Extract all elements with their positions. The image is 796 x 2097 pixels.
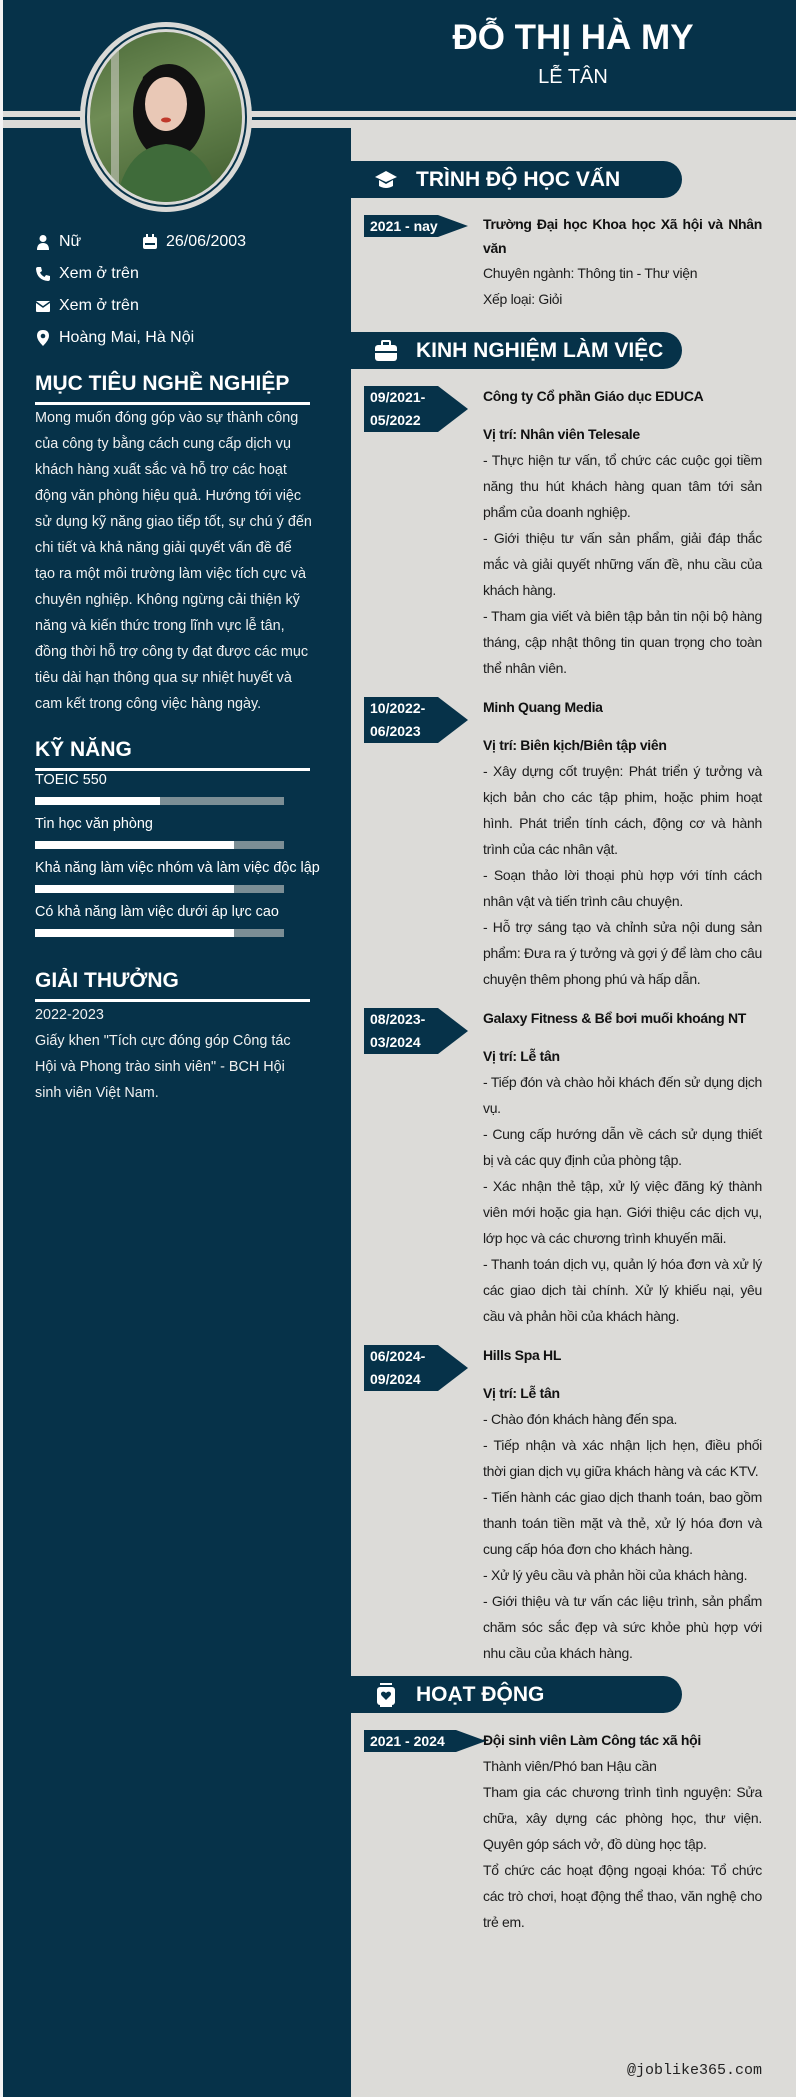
skill-label: Có khả năng làm việc dưới áp lực cao xyxy=(35,904,279,920)
company-name: Galaxy Fitness & Bể bơi muối khoáng NT xyxy=(483,1010,747,1026)
duty-bullet: - Hỗ trợ sáng tạo và chỉnh sửa nội dung sản phẩm: Đưa ra ý tưởng và gợi ý để làm cho câu chuyện thêm phong phú và hấp dẫn. xyxy=(483,919,762,987)
experience-entry xyxy=(351,383,796,681)
duty-bullet: - Xác nhận thẻ tập, xử lý việc đăng ký thành viên mới hoặc gia hạn. Giới thiệu các dịch vụ, lớp học và các chương trình khuyến mãi. xyxy=(483,1178,762,1246)
activity-line: Tổ chức các hoạt động ngoại khóa: Tổ chức các trò chơi, hoạt động thể thao, văn nghệ cho trẻ em. xyxy=(483,1862,762,1930)
company-name: Minh Quang Media xyxy=(483,699,603,715)
job-title: LỄ TÂN xyxy=(538,66,608,88)
birthday: 26/06/2003 xyxy=(166,233,247,250)
email-row xyxy=(35,297,139,315)
experience-date: 08/2023- 03/2024 xyxy=(364,1008,438,1054)
major: Chuyên ngành: Thông tin - Thư viện xyxy=(483,265,698,281)
experience-date: 10/2022- 06/2023 xyxy=(364,697,438,743)
main-content xyxy=(351,128,796,1935)
birthday-row xyxy=(142,233,246,251)
activity-entry xyxy=(351,1727,796,1935)
company-name: Công ty Cổ phần Giáo dục EDUCA xyxy=(483,388,704,404)
activity-role: Thành viên/Phó ban Hậu cần xyxy=(483,1758,657,1774)
duty-bullet: - Tham gia viết và biên tập bản tin nội bộ hàng tháng, cập nhật thông tin quan trọng cho toàn thể nhân viên. xyxy=(483,608,762,676)
duty-bullet: - Giới thiệu và tư vấn các liệu trình, sản phẩm chăm sóc sắc đẹp và sức khỏe phù hợp với nhu cầu của khách hàng. xyxy=(483,1593,762,1661)
skills-heading: KỸ NĂNG xyxy=(35,738,310,762)
skill-level-bar xyxy=(35,929,284,937)
activities-heading: HOẠT ĐỘNG xyxy=(351,1676,682,1713)
watermark: @joblike365.com xyxy=(626,2062,762,2079)
skill-level-fill xyxy=(35,841,234,849)
duty-bullet: - Tiếp nhận và xác nhận lịch hẹn, điều phối thời gian dịch vụ giữa khách hàng và các KTV. xyxy=(483,1437,762,1479)
heart-jar-icon xyxy=(374,1683,398,1707)
experience-entry xyxy=(351,1342,796,1666)
address: Hoàng Mai, Hà Nội xyxy=(59,329,195,346)
skill-label: TOEIC 550 xyxy=(35,772,107,788)
duty-bullet: - Giới thiệu tư vấn sản phẩm, giải đáp thắc mắc và giải quyết những vấn đề, nhu cầu của khách hàng. xyxy=(483,530,762,598)
duty-bullet: - Tiến hành các giao dịch thanh toán, bao gồm thanh toán tiền mặt và thẻ, xử lý hóa đơn và cung cấp hóa đơn cho khách hàng. xyxy=(483,1489,762,1557)
company-name: Hills Spa HL xyxy=(483,1347,562,1363)
objective-heading: MỤC TIÊU NGHỀ NGHIỆP xyxy=(35,372,310,396)
experience-date: 09/2021- 05/2022 xyxy=(364,386,438,432)
candidate-name: ĐỖ THỊ HÀ MY xyxy=(452,18,694,57)
skill-level-fill xyxy=(35,797,160,805)
duty-bullet: - Cung cấp hướng dẫn về cách sử dụng thiết bị và các quy định của phòng tập. xyxy=(483,1126,762,1168)
experience-heading: KINH NGHIỆM LÀM VIỆC xyxy=(351,332,682,369)
avatar xyxy=(80,22,252,212)
objective-text: Mong muốn đóng góp vào sự thành công của công ty bằng cách cung cấp dịch vụ khách hàng xuất sắc và hỗ trợ các hoạt động văn phòng hiệu quả. Hướng tới việc sử dụng kỹ năng giao tiếp tốt, sự chú ý đến chi tiết và khả năng giải quyết vấn đề để tạo ra một môi trường làm việc tích cực và chuyên nghiệp. Không ngừng cải thiện kỹ năng và kiến thức trong lĩnh vực lễ tân, đồng thời hỗ trợ công ty đạt được các mục tiêu dài hạn thông qua sự nhiệt huyết và cam kết trong công việc hàng ngày. xyxy=(35,410,312,712)
gender: Nữ xyxy=(59,233,82,250)
phone: Xem ở trên xyxy=(59,265,139,282)
envelope-icon xyxy=(35,298,51,314)
position: Vị trí: Nhân viên Telesale xyxy=(483,426,640,442)
experience-date: 06/2024- 09/2024 xyxy=(364,1345,438,1391)
briefcase-icon xyxy=(374,339,398,363)
duty-bullet: - Thực hiện tư vấn, tổ chức các cuộc gọi tiềm năng thu hút khách hàng quan tâm tới sản phẩm của doanh nghiệp. xyxy=(483,452,762,520)
graduation-cap-icon xyxy=(374,168,398,192)
position: Vị trí: Lễ tân xyxy=(483,1385,560,1401)
education-entry xyxy=(351,212,796,336)
skill-label: Khả năng làm việc nhóm và làm việc độc lập xyxy=(35,860,320,876)
awards-heading: GIẢI THƯỞNG xyxy=(35,969,310,993)
skill-level-fill xyxy=(35,929,234,937)
calendar-icon xyxy=(142,234,158,250)
award-text: Giấy khen "Tích cực đóng góp Công tác Hội và Phong trào sinh viên" - BCH Hội sinh viên Việt Nam. xyxy=(35,1033,291,1101)
duty-bullet: - Xây dựng cốt truyện: Phát triển ý tưởng và kịch bản cho các tập phim, hoặc phim hoạt hình. Phát triển tính cách, động cơ và hành trình của các nhân vật. xyxy=(483,763,762,857)
duty-bullet: - Chào đón khách hàng đến spa. xyxy=(483,1411,678,1427)
email: Xem ở trên xyxy=(59,297,139,314)
address-row xyxy=(35,329,194,347)
skill-level-fill xyxy=(35,885,234,893)
activity-org: Đội sinh viên Làm Công tác xã hội xyxy=(483,1732,702,1748)
position: Vị trí: Lễ tân xyxy=(483,1048,560,1064)
position: Vị trí: Biên kịch/Biên tập viên xyxy=(483,737,667,753)
education-date: 2021 - nay xyxy=(364,215,438,237)
duty-bullet: - Soạn thảo lời thoại phù hợp với tính cách nhân vật và tiến trình câu chuyện. xyxy=(483,867,762,909)
award-year: 2022-2023 xyxy=(35,1007,104,1023)
experience-entry xyxy=(351,694,796,992)
map-pin-icon xyxy=(35,330,51,346)
phone-row xyxy=(35,265,139,283)
activity-line: Tham gia các chương trình tình nguyện: Sửa chữa, xây dựng các phòng học, thư viện. Quyên góp sách vở, đồ dùng học tập. xyxy=(483,1784,762,1852)
duty-bullet: - Tiếp đón và chào hỏi khách đến sử dụng dịch vụ. xyxy=(483,1074,762,1116)
experience-entry xyxy=(351,1005,796,1329)
education-heading: TRÌNH ĐỘ HỌC VẤN xyxy=(351,161,682,198)
profile-photo xyxy=(90,32,242,202)
skill-level-bar xyxy=(35,885,284,893)
school-name: Trường Đại học Khoa học Xã hội và Nhân văn xyxy=(483,216,762,256)
gender-row xyxy=(35,233,81,251)
grade: Xếp loại: Giỏi xyxy=(483,291,563,307)
skill-level-bar xyxy=(35,841,284,849)
user-icon xyxy=(35,234,51,250)
duty-bullet: - Xử lý yêu cầu và phản hồi của khách hàng. xyxy=(483,1567,748,1583)
skill-level-bar xyxy=(35,797,284,805)
phone-icon xyxy=(35,266,51,282)
activity-date: 2021 - 2024 xyxy=(364,1730,456,1752)
duty-bullet: - Thanh toán dịch vụ, quản lý hóa đơn và xử lý các giao dịch tài chính. Xử lý khiếu nại, yêu cầu và phản hồi của khách hàng. xyxy=(483,1256,762,1324)
skill-label: Tin học văn phòng xyxy=(35,816,153,832)
